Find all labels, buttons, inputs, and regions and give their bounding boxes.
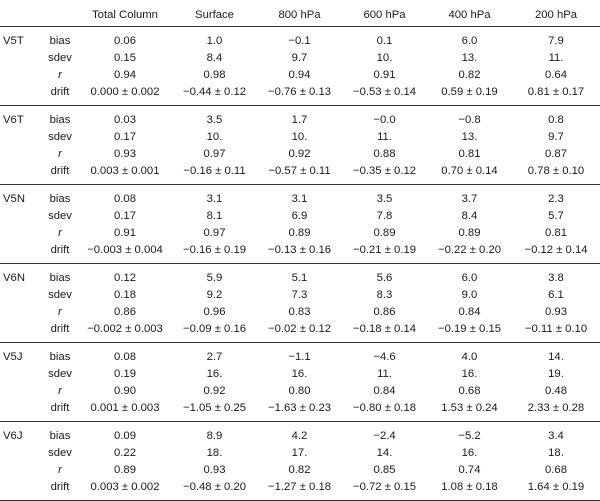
value-cell: 4.2	[291, 430, 308, 442]
group-label-empty	[0, 366, 42, 383]
value-cell: −1.63 ± 0.23	[267, 402, 332, 414]
stat-label: bias	[49, 114, 71, 126]
group-label: V6T	[3, 114, 24, 126]
value-cell: −0.18 ± 0.14	[352, 323, 417, 335]
value-cell: 0.97	[203, 148, 226, 160]
stat-label: drift	[50, 244, 70, 256]
value-cell: 16.	[291, 368, 308, 380]
value-cell: −4.6	[373, 351, 396, 363]
table-row	[0, 146, 600, 163]
group-label-empty	[0, 304, 42, 321]
value-cell: 0.59 ± 0.19	[441, 86, 498, 98]
group-label-empty	[0, 383, 42, 400]
table-row	[0, 84, 600, 106]
group-label: V6N	[3, 272, 25, 284]
value-cell: 10.	[376, 52, 393, 64]
table-row	[0, 264, 600, 288]
value-cell: 8.4	[461, 210, 478, 222]
stat-label: bias	[49, 35, 71, 47]
stat-label: drift	[50, 323, 70, 335]
header-cell	[0, 4, 42, 27]
stat-label: r	[58, 148, 62, 160]
value-cell: 18.	[548, 447, 564, 459]
value-cell: 1.08 ± 0.18	[441, 481, 498, 493]
value-cell: 0.70 ± 0.14	[441, 165, 498, 177]
value-cell: 0.19	[114, 368, 136, 380]
value-cell: 0.98	[203, 69, 226, 81]
group-label-empty	[0, 462, 42, 479]
value-cell: 7.9	[548, 35, 564, 47]
value-cell: 0.87	[545, 148, 567, 160]
value-cell: 0.93	[203, 464, 226, 476]
value-cell: −0.09 ± 0.16	[182, 323, 247, 335]
group-label-empty	[0, 50, 42, 67]
value-cell: 5.9	[206, 272, 223, 284]
value-cell: 9.7	[291, 52, 308, 64]
value-cell: 0.83	[288, 306, 311, 318]
group-label-empty	[0, 225, 42, 242]
table-header	[0, 4, 600, 27]
value-cell: −0.8	[458, 114, 481, 126]
group-label-empty	[0, 287, 42, 304]
value-cell: 0.15	[114, 52, 136, 64]
group-label-empty	[0, 321, 42, 343]
value-cell: 0.82	[458, 69, 481, 81]
group-label-empty	[0, 242, 42, 264]
value-cell: 0.92	[288, 148, 311, 160]
value-cell: 7.8	[376, 210, 393, 222]
statistics-table	[0, 4, 600, 501]
header-400hpa: 400 hPa	[448, 9, 491, 21]
header-surface: Surface	[195, 9, 234, 21]
value-cell: 13.	[461, 52, 478, 64]
value-cell: 11.	[377, 131, 392, 143]
table-row	[0, 27, 600, 51]
table-row	[0, 50, 600, 67]
table-body	[0, 27, 600, 501]
value-cell: 1.64 ± 0.19	[527, 481, 585, 493]
stat-label: bias	[49, 193, 71, 205]
value-cell: 0.84	[373, 385, 396, 397]
value-cell: 2.33 ± 0.28	[527, 402, 585, 414]
value-cell: 0.68	[545, 464, 567, 476]
value-cell: 0.000 ± 0.002	[90, 86, 160, 98]
value-cell: −0.44 ± 0.12	[182, 86, 247, 98]
header-800hpa: 800 hPa	[278, 9, 321, 21]
value-cell: 0.17	[114, 131, 136, 143]
table-row	[0, 400, 600, 422]
value-cell: 0.22	[114, 447, 136, 459]
value-cell: 0.06	[114, 35, 136, 47]
stat-label: bias	[49, 430, 71, 442]
value-cell: 1.0	[206, 35, 223, 47]
value-cell: 1.53 ± 0.24	[441, 402, 498, 414]
value-cell: 3.1	[206, 193, 223, 205]
value-cell: −0.35 ± 0.12	[352, 165, 417, 177]
value-cell: 0.64	[545, 69, 567, 81]
stat-label: sdev	[48, 289, 72, 301]
stat-label: r	[58, 464, 62, 476]
stat-label: r	[58, 227, 62, 239]
value-cell: 0.90	[114, 385, 136, 397]
value-cell: 7.3	[291, 289, 308, 301]
value-cell: −0.76 ± 0.13	[267, 86, 332, 98]
value-cell: 0.86	[114, 306, 136, 318]
table-row	[0, 225, 600, 242]
value-cell: 0.48	[545, 385, 567, 397]
value-cell: 0.84	[458, 306, 481, 318]
group-label: V5N	[3, 193, 25, 205]
group-label-empty	[0, 400, 42, 422]
table-row	[0, 422, 600, 446]
table-row	[0, 67, 600, 84]
value-cell: 0.94	[288, 69, 311, 81]
value-cell: 0.17	[114, 210, 136, 222]
value-cell: 9.7	[548, 131, 564, 143]
value-cell: 0.82	[288, 464, 311, 476]
group-label: V5T	[3, 35, 24, 47]
value-cell: 5.7	[548, 210, 564, 222]
value-cell: 3.1	[291, 193, 308, 205]
value-cell: −0.72 ± 0.15	[352, 481, 417, 493]
stat-label: sdev	[48, 368, 72, 380]
value-cell: 5.6	[376, 272, 393, 284]
value-cell: 0.1	[376, 35, 393, 47]
value-cell: 0.003 ± 0.002	[90, 481, 160, 493]
value-cell: 16.	[206, 368, 223, 380]
value-cell: 10.	[291, 131, 308, 143]
table-row	[0, 383, 600, 400]
value-cell: −0.19 ± 0.15	[437, 323, 502, 335]
value-cell: 11.	[377, 368, 392, 380]
value-cell: 0.91	[114, 227, 136, 239]
value-cell: 0.97	[203, 227, 226, 239]
value-cell: 4.0	[461, 351, 478, 363]
table-row	[0, 462, 600, 479]
value-cell: 11.	[548, 52, 564, 64]
table-row	[0, 106, 600, 130]
value-cell: 0.03	[114, 114, 136, 126]
value-cell: 0.80	[288, 385, 311, 397]
value-cell: 16.	[461, 447, 478, 459]
value-cell: −5.2	[458, 430, 481, 442]
value-cell: 0.88	[373, 148, 396, 160]
value-cell: 0.78 ± 0.10	[527, 165, 585, 177]
value-cell: 0.96	[203, 306, 226, 318]
group-label-empty	[0, 208, 42, 225]
value-cell: 5.1	[291, 272, 308, 284]
value-cell: 1.7	[291, 114, 308, 126]
value-cell: 0.08	[114, 351, 136, 363]
stat-label: r	[58, 385, 62, 397]
value-cell: −0.11 ± 0.10	[524, 323, 588, 335]
value-cell: 10.	[206, 131, 223, 143]
value-cell: 3.4	[548, 430, 564, 442]
value-cell: 0.09	[114, 430, 136, 442]
value-cell: −1.1	[288, 351, 311, 363]
stat-label: sdev	[48, 52, 72, 64]
value-cell: −0.0	[373, 114, 396, 126]
value-cell: 3.7	[461, 193, 478, 205]
value-cell: 6.0	[461, 272, 478, 284]
value-cell: 8.1	[206, 210, 223, 222]
stat-label: sdev	[48, 210, 72, 222]
value-cell: −1.05 ± 0.25	[182, 402, 247, 414]
header-total-column: Total Column	[92, 9, 158, 21]
value-cell: 6.9	[291, 210, 308, 222]
value-cell: 0.8	[548, 114, 564, 126]
group-label-empty	[0, 445, 42, 462]
stat-label: bias	[49, 351, 71, 363]
value-cell: 0.91	[373, 69, 396, 81]
value-cell: −0.57 ± 0.11	[268, 165, 331, 177]
table-row	[0, 185, 600, 209]
value-cell: 19.	[548, 368, 564, 380]
stat-label: sdev	[48, 447, 72, 459]
group-label-empty	[0, 163, 42, 185]
table-row	[0, 366, 600, 383]
stat-label: drift	[50, 402, 70, 414]
value-cell: 0.86	[373, 306, 396, 318]
value-cell: 3.5	[376, 193, 393, 205]
value-cell: −0.02 ± 0.12	[267, 323, 332, 335]
value-cell: −0.22 ± 0.20	[437, 244, 502, 256]
value-cell: 0.81	[458, 148, 481, 160]
value-cell: 0.93	[114, 148, 136, 160]
table-row	[0, 321, 600, 343]
value-cell: 0.74	[458, 464, 481, 476]
group-label-empty	[0, 129, 42, 146]
value-cell: 0.89	[458, 227, 481, 239]
value-cell: 0.81 ± 0.17	[527, 86, 585, 98]
value-cell: 0.003 ± 0.001	[90, 165, 160, 177]
table-row	[0, 479, 600, 501]
value-cell: 8.4	[206, 52, 223, 64]
group-label-empty	[0, 84, 42, 106]
value-cell: 14.	[548, 351, 564, 363]
table-row	[0, 287, 600, 304]
value-cell: 0.94	[114, 69, 136, 81]
value-cell: 8.3	[376, 289, 393, 301]
value-cell: 0.89	[288, 227, 311, 239]
table-row	[0, 445, 600, 462]
value-cell: −0.1	[288, 35, 311, 47]
value-cell: 2.3	[548, 193, 564, 205]
value-cell: 6.1	[548, 289, 564, 301]
value-cell: 8.9	[206, 430, 223, 442]
value-cell: −0.48 ± 0.20	[182, 481, 247, 493]
table-row	[0, 129, 600, 146]
value-cell: 3.8	[548, 272, 564, 284]
table-row	[0, 242, 600, 264]
value-cell: −2.4	[373, 430, 396, 442]
value-cell: −0.21 ± 0.19	[352, 244, 417, 256]
value-cell: −0.16 ± 0.11	[183, 165, 246, 177]
stat-label: drift	[50, 86, 70, 98]
stat-label: drift	[50, 165, 70, 177]
group-label-empty	[0, 67, 42, 84]
value-cell: 6.0	[461, 35, 478, 47]
stat-label: drift	[50, 481, 70, 493]
value-cell: −0.002 ± 0.003	[87, 323, 163, 335]
value-cell: 0.89	[373, 227, 396, 239]
header-600hpa: 600 hPa	[363, 9, 406, 21]
header-cell	[42, 4, 78, 27]
stat-label: r	[58, 306, 62, 318]
group-label-empty	[0, 146, 42, 163]
value-cell: 0.08	[114, 193, 136, 205]
value-cell: 9.2	[206, 289, 223, 301]
value-cell: 0.68	[458, 385, 481, 397]
value-cell: 0.92	[203, 385, 226, 397]
value-cell: 0.93	[545, 306, 567, 318]
table-row	[0, 163, 600, 185]
value-cell: 0.001 ± 0.003	[90, 402, 160, 414]
value-cell: 0.18	[114, 289, 136, 301]
value-cell: 0.89	[114, 464, 136, 476]
header-row	[0, 4, 600, 27]
value-cell: −0.53 ± 0.14	[352, 86, 417, 98]
table-row	[0, 343, 600, 367]
value-cell: −1.27 ± 0.18	[267, 481, 332, 493]
group-label: V5J	[3, 351, 23, 363]
stat-label: bias	[49, 272, 71, 284]
group-label-empty	[0, 479, 42, 501]
value-cell: −0.003 ± 0.004	[87, 244, 163, 256]
table-row	[0, 208, 600, 225]
value-cell: 13.	[461, 131, 478, 143]
header-200hpa: 200 hPa	[534, 9, 578, 21]
value-cell: 0.85	[373, 464, 396, 476]
value-cell: −0.12 ± 0.14	[524, 244, 588, 256]
value-cell: 14.	[376, 447, 393, 459]
table-row	[0, 304, 600, 321]
value-cell: 16.	[461, 368, 478, 380]
value-cell: −0.80 ± 0.18	[352, 402, 417, 414]
stat-label: sdev	[48, 131, 72, 143]
value-cell: 3.5	[206, 114, 223, 126]
group-label: V6J	[3, 430, 23, 442]
value-cell: 17.	[291, 447, 308, 459]
value-cell: 0.12	[114, 272, 136, 284]
value-cell: −0.16 ± 0.19	[182, 244, 247, 256]
stat-label: r	[58, 69, 62, 81]
value-cell: 9.0	[461, 289, 478, 301]
value-cell: 0.81	[545, 227, 567, 239]
value-cell: −0.13 ± 0.16	[267, 244, 332, 256]
value-cell: 18.	[206, 447, 223, 459]
value-cell: 2.7	[206, 351, 223, 363]
